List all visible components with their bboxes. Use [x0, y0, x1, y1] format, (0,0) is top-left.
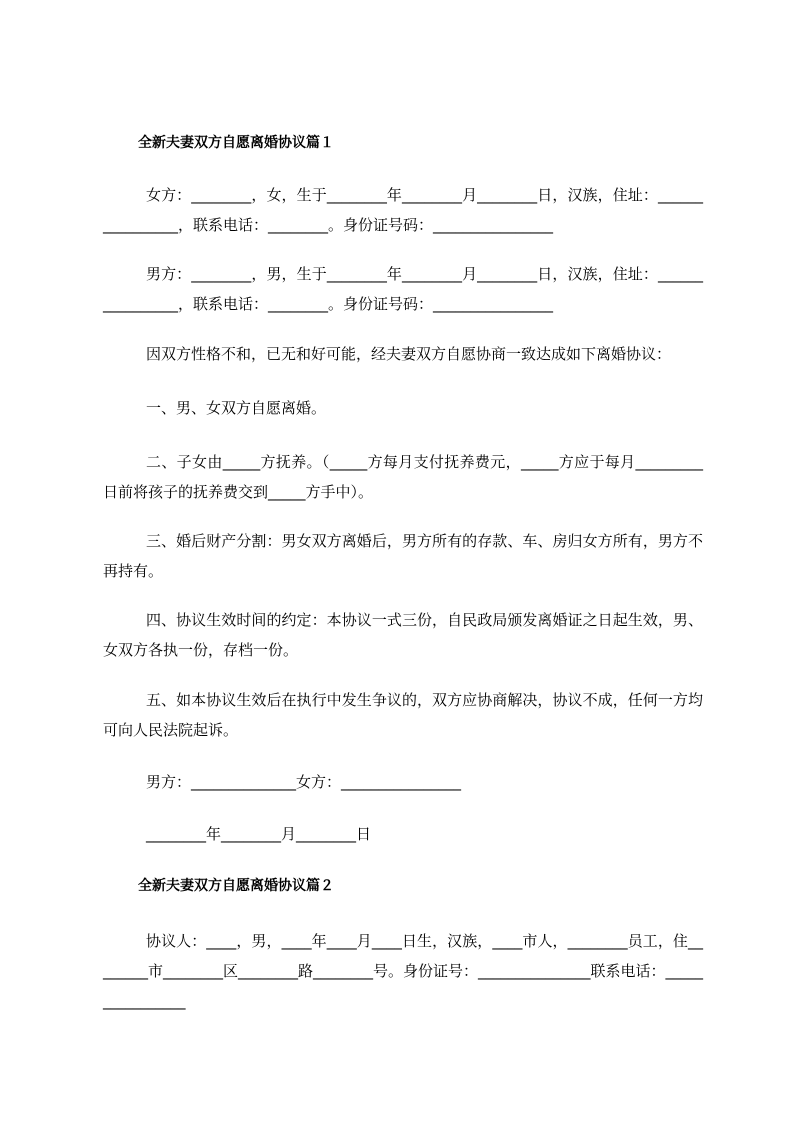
female-party-info: 女方：________，女，生于________年________月________日，汉族，住址：________________，联系电话：________。身份证号码：________________: [103, 186, 703, 234]
clause-1: 一、男、女双方自愿离婚。: [146, 399, 327, 417]
date-line: ________年________月________日: [146, 825, 372, 843]
clause-2: 二、子女由_____方抚养。（_____方每月支付抚养费元，_____方应于每月_________日前将孩子的抚养费交到_____方手中）。: [103, 453, 703, 501]
section-heading-2: 全新夫妻双方自愿离婚协议篇２: [138, 878, 334, 894]
clause-3: 三、婚后财产分割：男女双方离婚后，男方所有的存款、车、房归女方所有，男方不再持有。: [103, 532, 703, 580]
signature-line: 男方：______________女方：________________: [146, 773, 462, 791]
party-info: 协议人：____，男，____年____月____日生，汉族，____市人，________员工，住________市________区________路________号。身份证号：_______________联系电话：________________: [103, 932, 704, 1010]
clause-4: 四、协议生效时间的约定：本协议一式三份，自民政局颁发离婚证之日起生效，男、女双方各执一份，存档一份。: [103, 611, 703, 659]
clause-5: 五、如本协议生效后在执行中发生争议的，双方应协商解决，协议不成，任何一方均可向人民法院起诉。: [103, 691, 703, 739]
male-party-info: 男方：________，男，生于________年________月________日，汉族，住址：________________，联系电话：________。身份证号码：________________: [103, 265, 703, 313]
agreement-preamble: 因双方性格不和，已无和好可能，经夫妻双方自愿协商一致达成如下离婚协议：: [146, 345, 672, 363]
section-heading-1: 全新夫妻双方自愿离婚协议篇１: [138, 135, 334, 151]
